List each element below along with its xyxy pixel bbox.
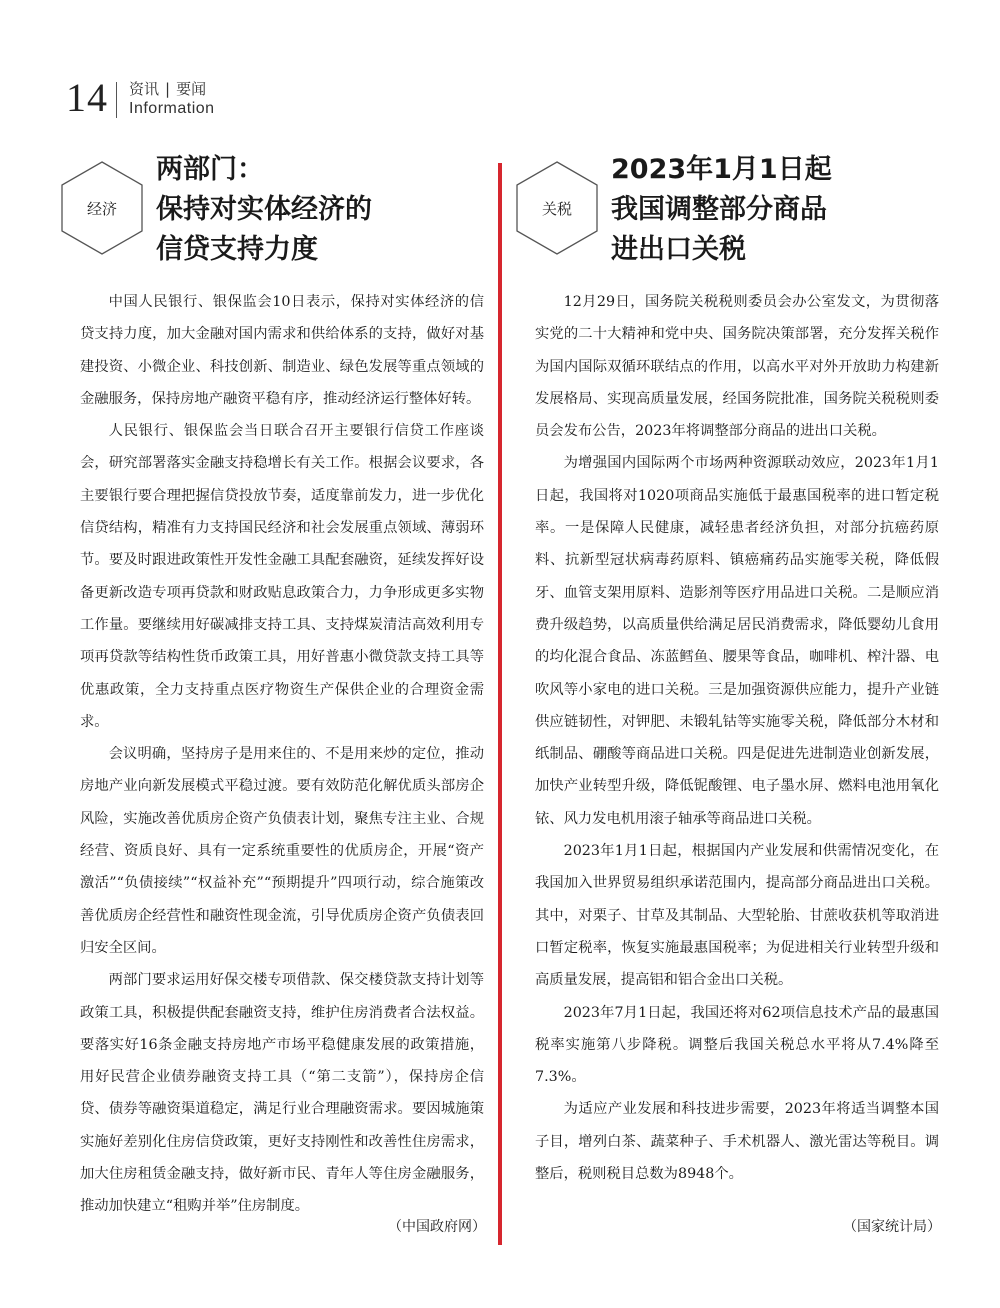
paragraph: 人民银行、银保监会当日联合召开主要银行信贷工作座谈会，研究部署落实金融支持稳增长有关工作。根据会议要求，各主要银行要合理把握信贷投放节奏，适度靠前发力，进一步优化信贷结构，精准有力支持国民经济和社会发展重点领域、薄弱环节。要及时跟进政策性开发性金融工具配套融资，延续发挥好设备更新改造专项再贷款和财政贴息政策合力，力争形成更多实物工作量。要继续用好碳减排支持工具、支持煤炭清洁高效利用专项再贷款等结构性货币政策工具，用好普惠小微贷款支持工具等优惠政策，全力支持重点医疗物资生产保供企业的合理资金需求。	[80, 423, 484, 730]
article-body	[535, 286, 939, 1190]
paragraph: 两部门要求运用好保交楼专项借款、保交楼贷款支持计划等政策工具，积极提供配套融资支持，维护住房消费者合法权益。要落实好16条金融支持房地产市场平稳健康发展的政策措施，用好民营企业债券融资支持工具（“第二支箭”），保持房企信贷、债券等融资渠道稳定，满足行业合理融资需求。要因城施策实施好差别化住房信贷政策，更好支持刚性和改善性住房需求，加大住房租赁金融支持，做好新市民、青年人等住房金融服务，推动加快建立“租购并举”住房制度。	[80, 972, 484, 1215]
header-rule	[116, 82, 117, 118]
article-body	[80, 286, 484, 1223]
title-line: 我国调整部分商品	[611, 194, 827, 225]
page-number: 14	[66, 75, 108, 120]
paragraph: 为增强国内国际两个市场两种资源联动效应，2023年1月1日起，我国将对1020项商品实施低于最惠国税率的进口暂定税率。一是保障人民健康，减轻患者经济负担，对部分抗癌药原料、抗新型冠状病毒药原料、镇癌痛药品实施零关税，降低假牙、血管支架用原料、造影剂等医疗用品进口关税。二是顺应消费升级趋势，以高质量供给满足居民消费需求，降低婴幼儿食用的均化混合食品、冻蓝鳕鱼、腰果等食品，咖啡机、榨汁器、电吹风等小家电的进口关税。三是加强资源供应能力，提升产业链供应链韧性，对钾肥、未锻轧钴等实施零关税，降低部分木材和纸制品、硼酸等商品进口关税。四是促进先进制造业创新发展，加快产业转型升级，降低铌酸锂、电子墨水屏、燃料电池用氧化铱、风力发电机用滚子轴承等商品进口关税。	[535, 455, 939, 827]
paragraph: 2023年1月1日起，根据国内产业发展和供需情况变化，在我国加入世界贸易组织承诺范围内，提高部分商品进出口关税。其中，对栗子、甘草及其制品、大型轮胎、甘蔗收获机等取消进口暂定税率，恢复实施最惠国税率；为促进相关行业转型升级和高质量发展，提高铝和铝合金出口关税。	[535, 843, 939, 989]
paragraph: 为适应产业发展和科技进步需要，2023年将适当调整本国子目，增列白茶、蔬菜种子、手术机器人、激光雷达等税目。调整后，税则税目总数为8948个。	[535, 1101, 939, 1183]
paragraph: 12月29日，国务院关税税则委员会办公室发文，为贯彻落实党的二十大精神和党中央、国务院决策部署，充分发挥关税作为国内国际双循环联结点的作用，以高水平对外开放助力构建新发展格局、实现高质量发展，经国务院批准，国务院关税税则委员会发布公告，2023年将调整部分商品的进出口关税。	[535, 294, 939, 440]
subsection-name: 要闻	[176, 80, 207, 98]
paragraph: 会议明确，坚持房子是用来住的、不是用来炒的定位，推动房地产业向新发展模式平稳过渡。要有效防范化解优质头部房企风险，实施改善优质房企资产负债表计划，聚焦专注主业、合规经营、资质良好、具有一定系统重要性的优质房企，开展“资产激活”“负债接续”“权益补充”“预期提升”四项行动，综合施策改善优质房企经营性和融资性现金流，引导优质房企资产负债表回归安全区间。	[80, 746, 484, 956]
title-line: 保持对实体经济的	[156, 194, 372, 225]
article-title	[156, 150, 486, 270]
section-name: 资讯	[129, 80, 160, 98]
column-divider	[498, 163, 502, 1245]
title-line: 信贷支持力度	[156, 234, 318, 265]
title-line: 进出口关税	[611, 234, 746, 265]
title-line: 两部门：	[156, 154, 264, 185]
article-title	[611, 150, 941, 270]
title-line: 2023年1月1日起	[611, 154, 832, 185]
paragraph: 2023年7月1日起，我国还将对62项信息技术产品的最惠国税率实施第八步降税。调整后我国关税总水平将从7.4%降至7.3%。	[535, 1004, 939, 1086]
paragraph: 中国人民银行、银保监会10日表示，保持对实体经济的信贷支持力度，加大金融对国内需求和供给体系的支持，做好对基建投资、小微企业、科技创新、制造业、绿色发展等重点领域的金融服务，保持房地产融资平稳有序，推动经济运行整体好转。	[80, 294, 484, 407]
category-tag: 经济	[86, 199, 117, 218]
category-hexagon	[60, 160, 144, 256]
article-source: （国家统计局）	[843, 1219, 941, 1235]
article-source: （中国政府网）	[388, 1219, 486, 1235]
section-separator: |	[165, 80, 171, 98]
section-label-en: Information	[129, 100, 215, 117]
category-hexagon	[515, 160, 599, 256]
section-label-cn	[129, 80, 206, 98]
category-tag: 关税	[541, 199, 572, 218]
